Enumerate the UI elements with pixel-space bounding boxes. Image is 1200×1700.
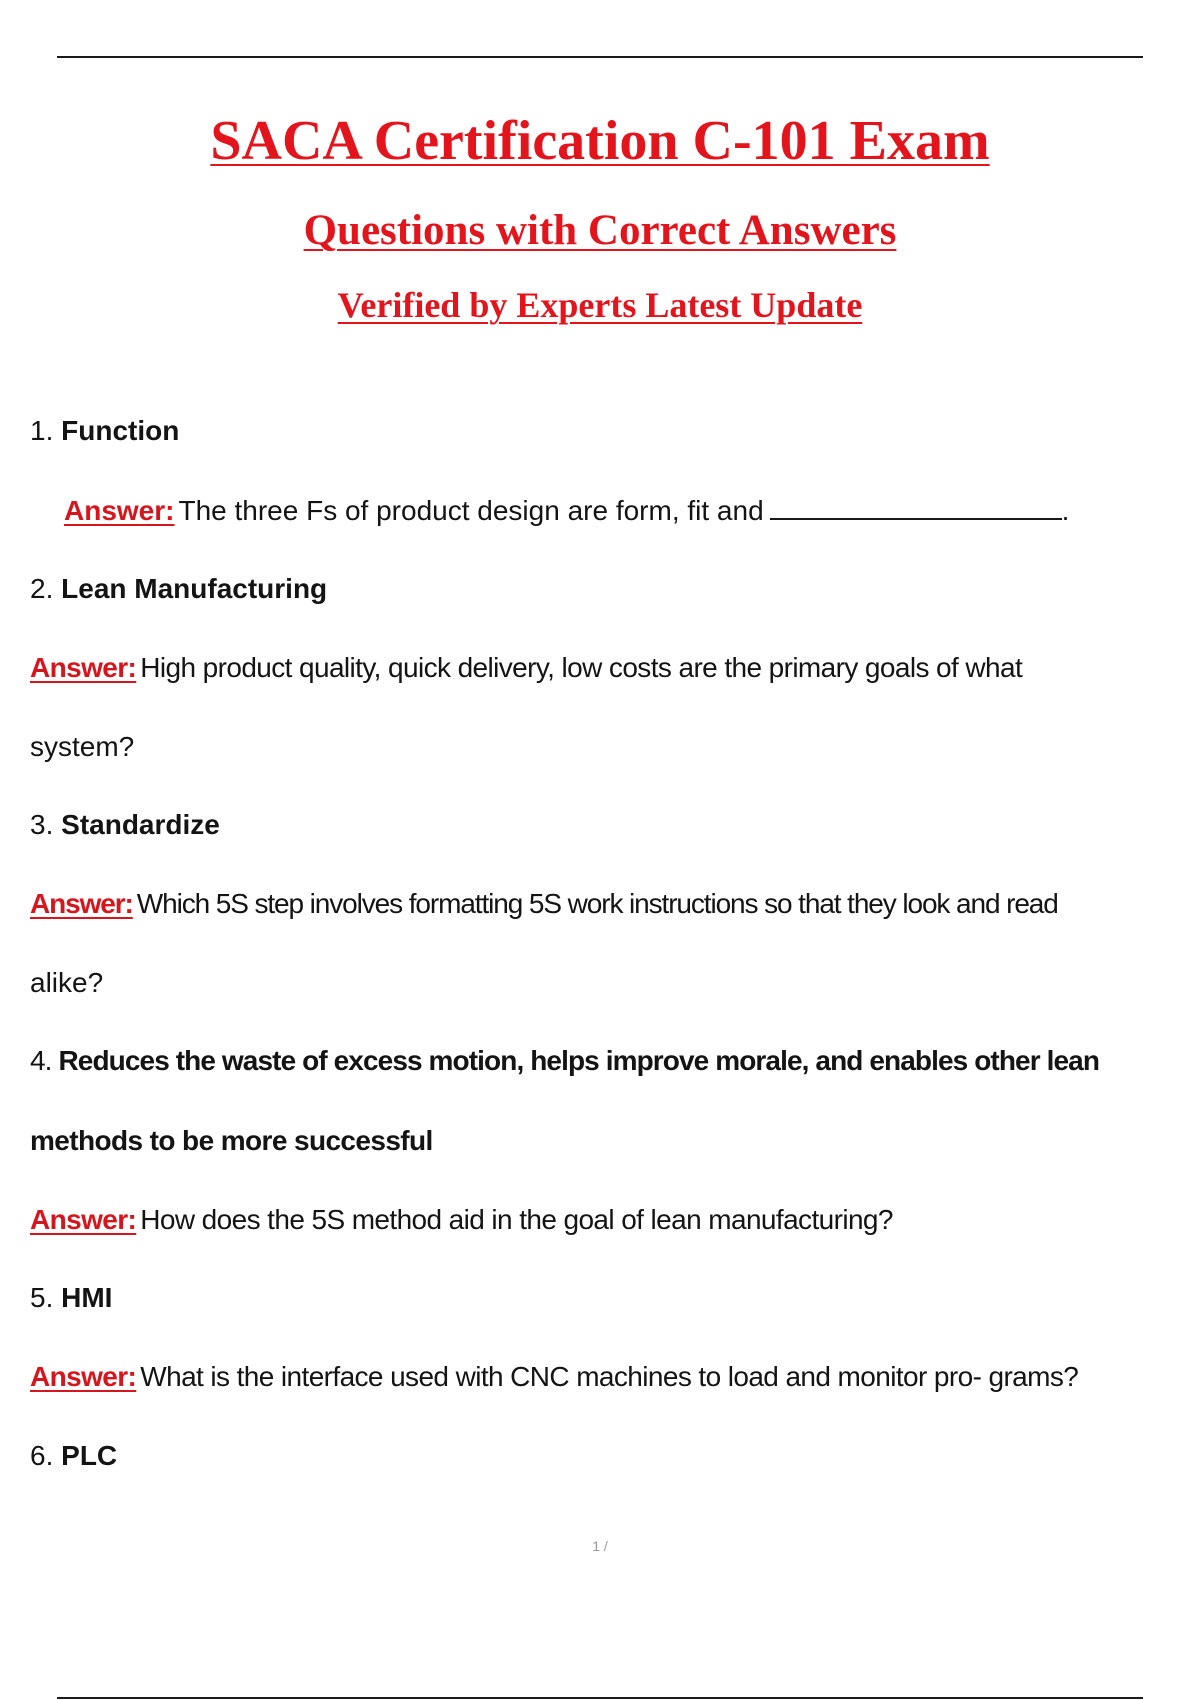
answer-text: How does the 5S method aid in the goal of lean manufacturing? [140,1204,893,1235]
page-number: 1 / [592,1538,608,1554]
document-title: SACA Certification C-101 Exam [210,110,990,172]
question-term: HMI [61,1282,113,1313]
answer-5 [30,1357,1078,1397]
question-2 [30,569,327,609]
question-number: 6. [30,1440,54,1471]
answer-label: Answer: [30,1361,137,1392]
answer-2-continued [30,727,134,767]
question-term: Function [61,415,180,446]
question-number: 5. [30,1282,54,1313]
question-6 [30,1436,117,1476]
answer-text: Which 5S step involves formatting 5S work instructions so that they look and read [136,888,1058,919]
answer-1 [64,490,1069,531]
question-number: 2. [30,573,54,604]
question-4-continued [30,1121,433,1161]
answer-3-continued [30,963,103,1003]
question-number: 1. [30,415,54,446]
answer-text: What is the interface used with CNC machines to load and monitor pro- grams? [140,1361,1079,1392]
answer-4 [30,1200,893,1240]
answer-text: High product quality, quick delivery, low costs are the primary goals of what [140,652,1023,683]
answer-suffix: . [1061,495,1070,526]
answer-3 [30,884,1058,924]
question-5 [30,1278,112,1318]
top-rule [57,56,1143,58]
answer-text: The three Fs of product design are form, fit and [178,495,764,526]
answer-label: Answer: [30,652,137,683]
question-term: Reduces the waste of excess motion, helps improve morale, and enables other lean [58,1045,1100,1076]
document-subtitle: Questions with Correct Answers [303,207,897,254]
question-1 [30,411,179,451]
document-tagline: Verified by Experts Latest Update [337,285,863,325]
answer-text: alike? [30,967,104,998]
answer-label: Answer: [30,1204,137,1235]
question-term: PLC [61,1440,118,1471]
question-number: 4. [30,1045,52,1076]
answer-text: system? [30,731,135,762]
fill-in-blank [770,490,1062,520]
question-number: 3. [30,809,54,840]
answer-label: Answer: [64,495,175,526]
question-term: methods to be more successful [30,1125,433,1156]
question-3 [30,805,220,845]
question-4 [30,1041,1099,1081]
question-term: Standardize [61,809,220,840]
answer-2 [30,648,1022,688]
bottom-rule [57,1697,1143,1699]
question-term: Lean Manufacturing [61,573,328,604]
answer-label: Answer: [30,888,133,919]
